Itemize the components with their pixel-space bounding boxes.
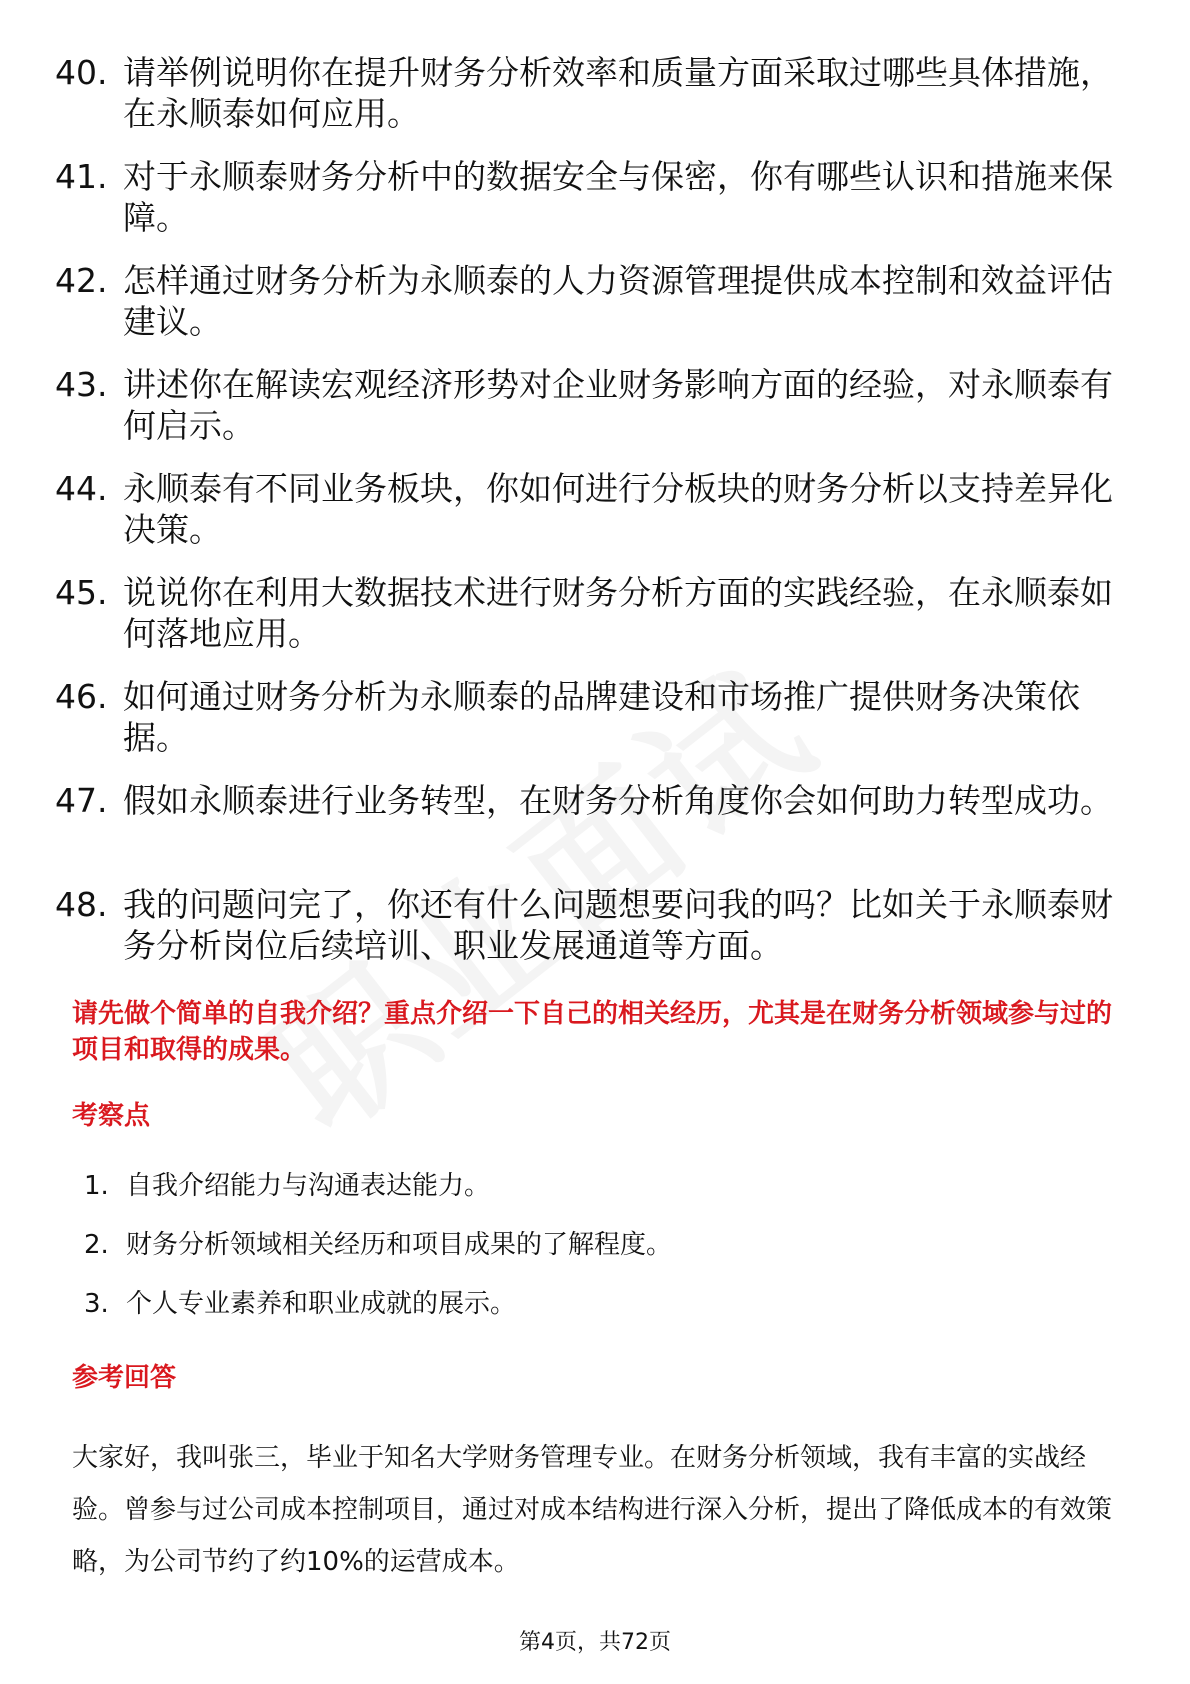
page-footer: 第4页，共72页 xyxy=(519,1630,671,1655)
question-number: 44. xyxy=(55,469,108,508)
question-number: 46. xyxy=(55,677,108,716)
question-text: 请举例说明你在提升财务分析效率和质量方面采取过哪些具体措施，在永顺泰如何应用。 xyxy=(123,53,1113,133)
points-list xyxy=(84,1169,672,1346)
list-item xyxy=(55,156,1135,260)
list-item xyxy=(55,676,1135,780)
question-number: 43. xyxy=(55,365,108,404)
question-list xyxy=(55,52,1135,988)
point-number: 3. xyxy=(84,1289,109,1319)
list-item xyxy=(55,780,1135,884)
question-number: 41. xyxy=(55,157,108,196)
points-heading: 考察点 xyxy=(72,1101,151,1131)
list-item xyxy=(55,364,1135,468)
question-text: 怎样通过财务分析为永顺泰的人力资源管理提供成本控制和效益评估建议。 xyxy=(123,261,1113,341)
list-item xyxy=(55,468,1135,572)
featured-question: 请先做个简单的自我介绍？重点介绍一下自己的相关经历，尤其是在财务分析领域参与过的项目和取得的成果。 xyxy=(72,999,1113,1065)
list-item xyxy=(84,1287,672,1346)
list-item xyxy=(55,884,1135,988)
point-text: 个人专业素养和职业成就的展示。 xyxy=(126,1289,517,1319)
question-number: 48. xyxy=(55,885,108,924)
question-text: 假如永顺泰进行业务转型，在财务分析角度你会如何助力转型成功。 xyxy=(123,781,1113,820)
question-text: 说说你在利用大数据技术进行财务分析方面的实践经验，在永顺泰如何落地应用。 xyxy=(123,573,1113,653)
answer-heading: 参考回答 xyxy=(72,1363,177,1393)
question-number: 40. xyxy=(55,53,108,92)
list-item xyxy=(55,52,1135,156)
list-item xyxy=(55,260,1135,364)
question-number: 45. xyxy=(55,573,108,612)
question-text: 对于永顺泰财务分析中的数据安全与保密，你有哪些认识和措施来保障。 xyxy=(123,157,1113,237)
point-text: 自我介绍能力与沟通表达能力。 xyxy=(126,1171,491,1201)
list-item xyxy=(84,1228,672,1287)
question-number: 42. xyxy=(55,261,108,300)
question-text: 我的问题问完了，你还有什么问题想要问我的吗？比如关于永顺泰财务分析岗位后续培训、职业发展通道等方面。 xyxy=(123,885,1113,965)
point-number: 2. xyxy=(84,1230,109,1260)
list-item xyxy=(84,1169,672,1228)
answer-paragraph: 大家好，我叫张三，毕业于知名大学财务管理专业。在财务分析领域，我有丰富的实战经验。曾参与过公司成本控制项目，通过对成本结构进行深入分析，提出了降低成本的有效策略，为公司节约了约10%的运营成本。 xyxy=(72,1443,1113,1577)
question-text: 如何通过财务分析为永顺泰的品牌建设和市场推广提供财务决策依据。 xyxy=(123,677,1080,757)
question-number: 47. xyxy=(55,781,108,820)
list-item xyxy=(55,572,1135,676)
question-text: 讲述你在解读宏观经济形势对企业财务影响方面的经验，对永顺泰有何启示。 xyxy=(123,365,1113,445)
question-text: 永顺泰有不同业务板块，你如何进行分板块的财务分析以支持差异化决策。 xyxy=(123,469,1113,549)
point-text: 财务分析领域相关经历和项目成果的了解程度。 xyxy=(126,1230,673,1260)
point-number: 1. xyxy=(84,1171,109,1201)
